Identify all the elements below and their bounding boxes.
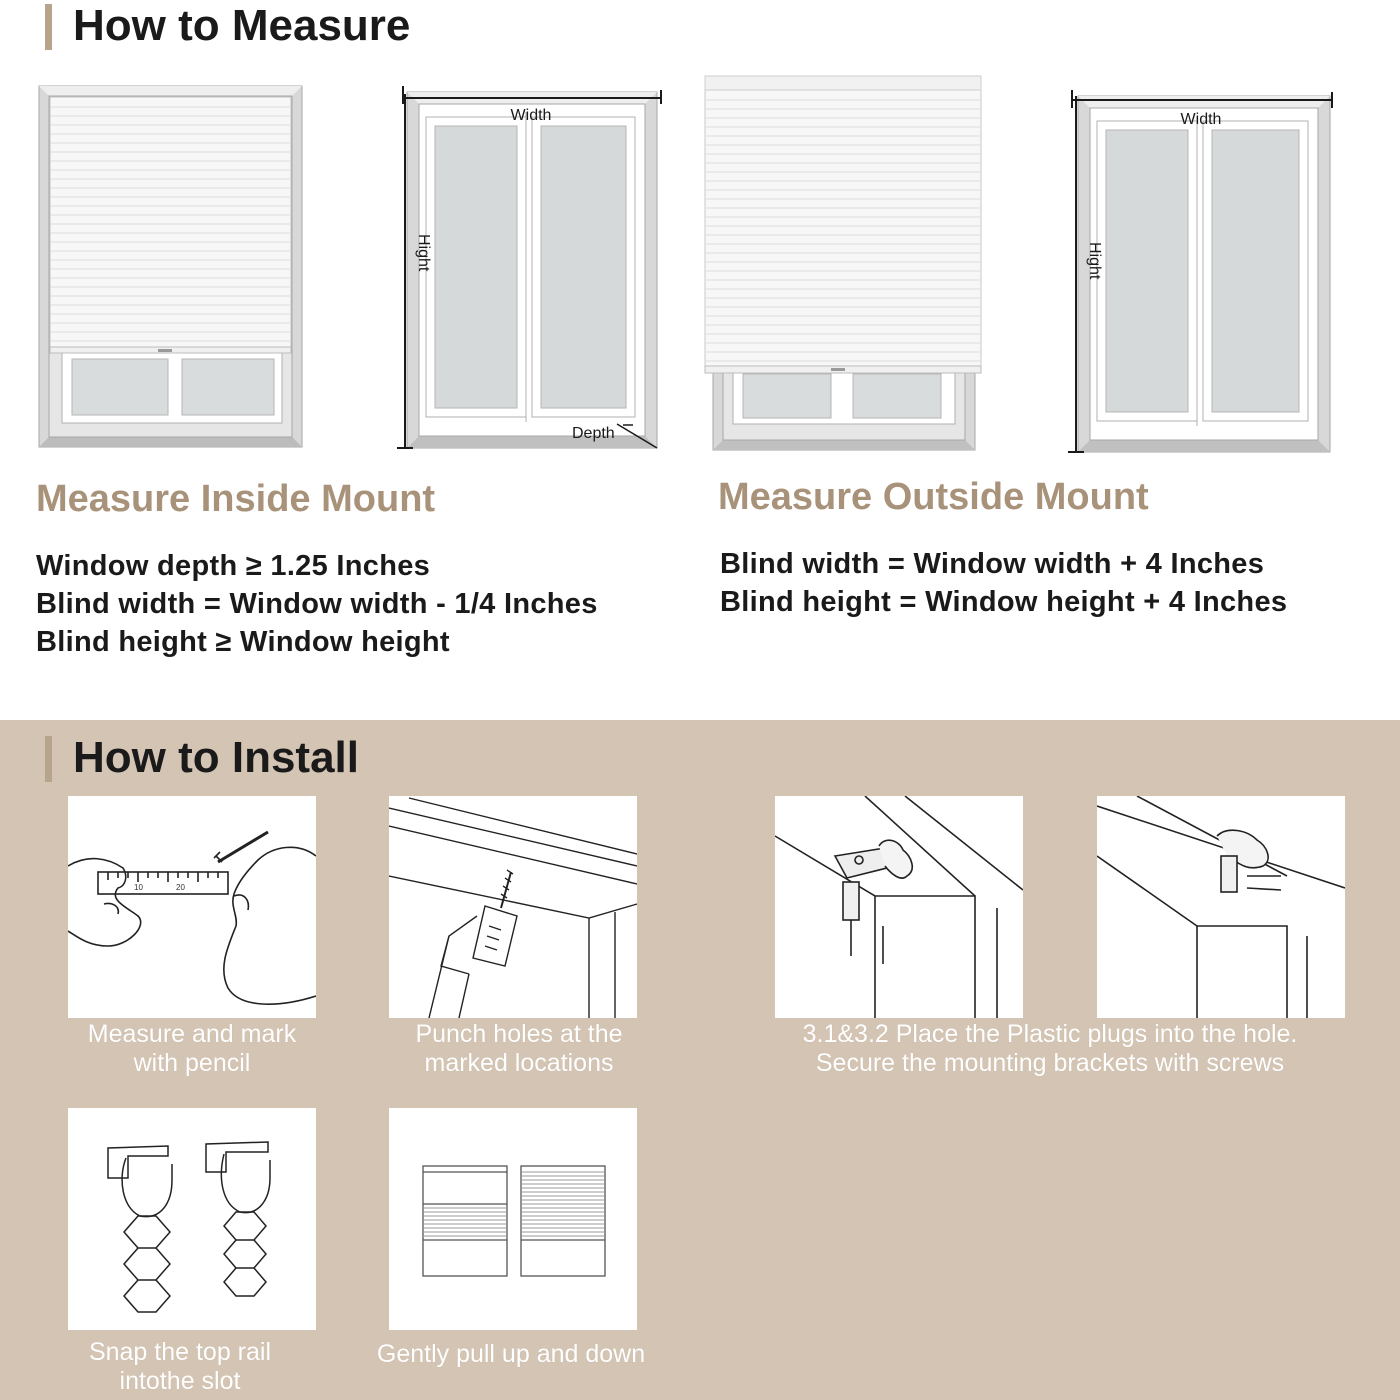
step-snap-rail-illustration (68, 1108, 316, 1330)
measure-title: How to Measure (73, 1, 411, 50)
outside-spec-line: Blind width = Window width + 4 Inches (720, 548, 1265, 580)
step-drill-illustration (389, 796, 637, 1018)
outside-mount-blind-illustration (703, 74, 983, 454)
step-caption-pull (356, 1340, 666, 1369)
inside-mount-title: Measure Inside Mount (36, 478, 436, 520)
install-title: How to Install (73, 733, 359, 782)
inside-width-label: Width (510, 107, 552, 124)
step-bracket-illustration (775, 796, 1023, 1018)
install-title-bar (45, 736, 52, 782)
step-caption-measure (38, 1020, 346, 1078)
step-caption-bracket (760, 1020, 1340, 1078)
step-caption-snap (40, 1338, 320, 1396)
inside-spec-line: Blind height ≥ Window height (36, 626, 450, 658)
measure-title-bar (45, 4, 52, 50)
step-pull-illustration (389, 1108, 637, 1330)
inside-hight-label: Hight (415, 234, 432, 272)
caption-line: Snap the top rail (88, 1338, 272, 1366)
outside-width-label: Width (1180, 111, 1222, 128)
caption-line: with pencil (133, 1049, 251, 1077)
caption-line: Secure the mounting brackets with screws (815, 1049, 1285, 1077)
ruler-tick-label: 20 (176, 883, 185, 892)
inside-mount-blind-illustration (38, 85, 304, 450)
caption-line: Measure and mark (87, 1020, 297, 1048)
step-bracket-secure-illustration (1097, 796, 1345, 1018)
caption-line: intothe slot (119, 1367, 241, 1395)
caption-line: Punch holes at the (415, 1020, 623, 1048)
inside-spec-line: Window depth ≥ 1.25 Inches (36, 550, 431, 582)
caption-line: 3.1&3.2 Place the Plastic plugs into the hole. (802, 1020, 1298, 1048)
outside-mount-dimension-illustration (1066, 86, 1338, 456)
inside-mount-dimension-illustration (395, 82, 665, 452)
caption-line: marked locations (424, 1049, 614, 1077)
inside-depth-label: Depth (572, 425, 615, 442)
step-measure-illustration (68, 796, 316, 1018)
ruler-tick-label: 10 (134, 883, 143, 892)
step-caption-drill (364, 1020, 674, 1078)
outside-mount-title: Measure Outside Mount (718, 476, 1149, 518)
outside-spec-line: Blind height = Window height + 4 Inches (720, 586, 1288, 618)
outside-hight-label: Hight (1086, 242, 1103, 280)
inside-spec-line: Blind width = Window width - 1/4 Inches (36, 588, 598, 620)
caption-line: Gently pull up and down (376, 1340, 646, 1368)
